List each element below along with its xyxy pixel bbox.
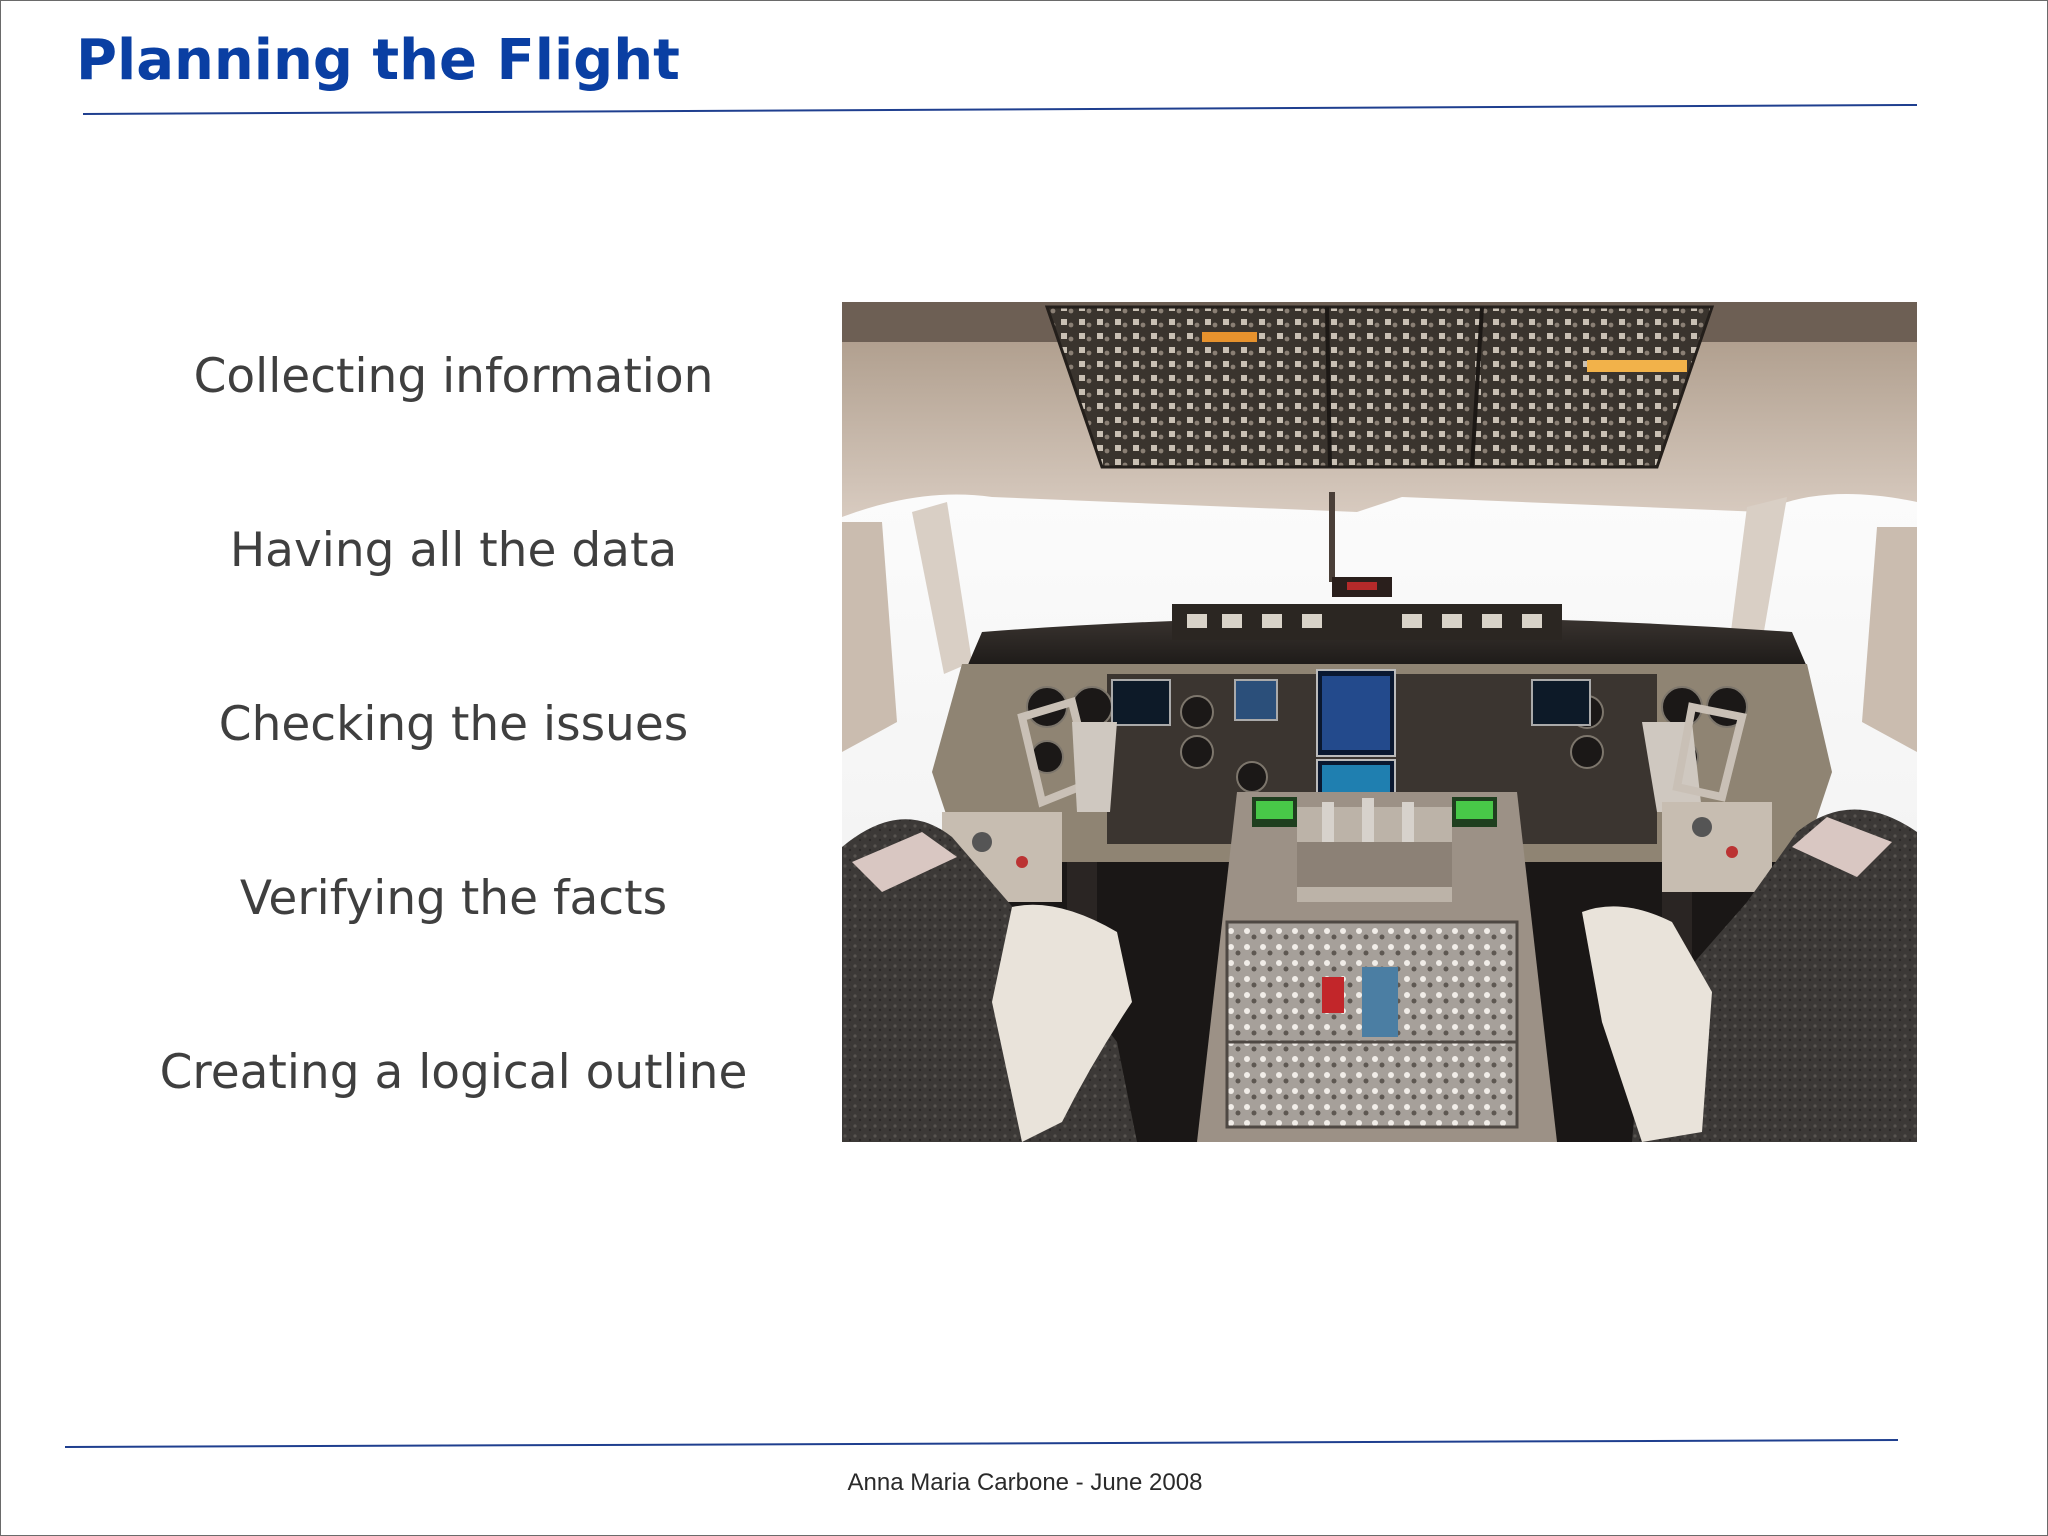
bullet-item: Creating a logical outline — [159, 1045, 748, 1100]
bullet-item: Checking the issues — [218, 697, 689, 752]
bullet-item: Collecting information — [193, 349, 714, 404]
bullet-item: Verifying the facts — [239, 871, 668, 926]
cockpit-photo — [842, 302, 1917, 1142]
title-underline — [1, 101, 2048, 121]
footer-rule — [1, 1433, 2048, 1453]
footer-text: Anna Maria Carbone - June 2008 — [847, 1469, 1203, 1496]
bullet-item: Having all the data — [229, 523, 678, 578]
slide-title: Planning the Flight — [76, 28, 680, 93]
